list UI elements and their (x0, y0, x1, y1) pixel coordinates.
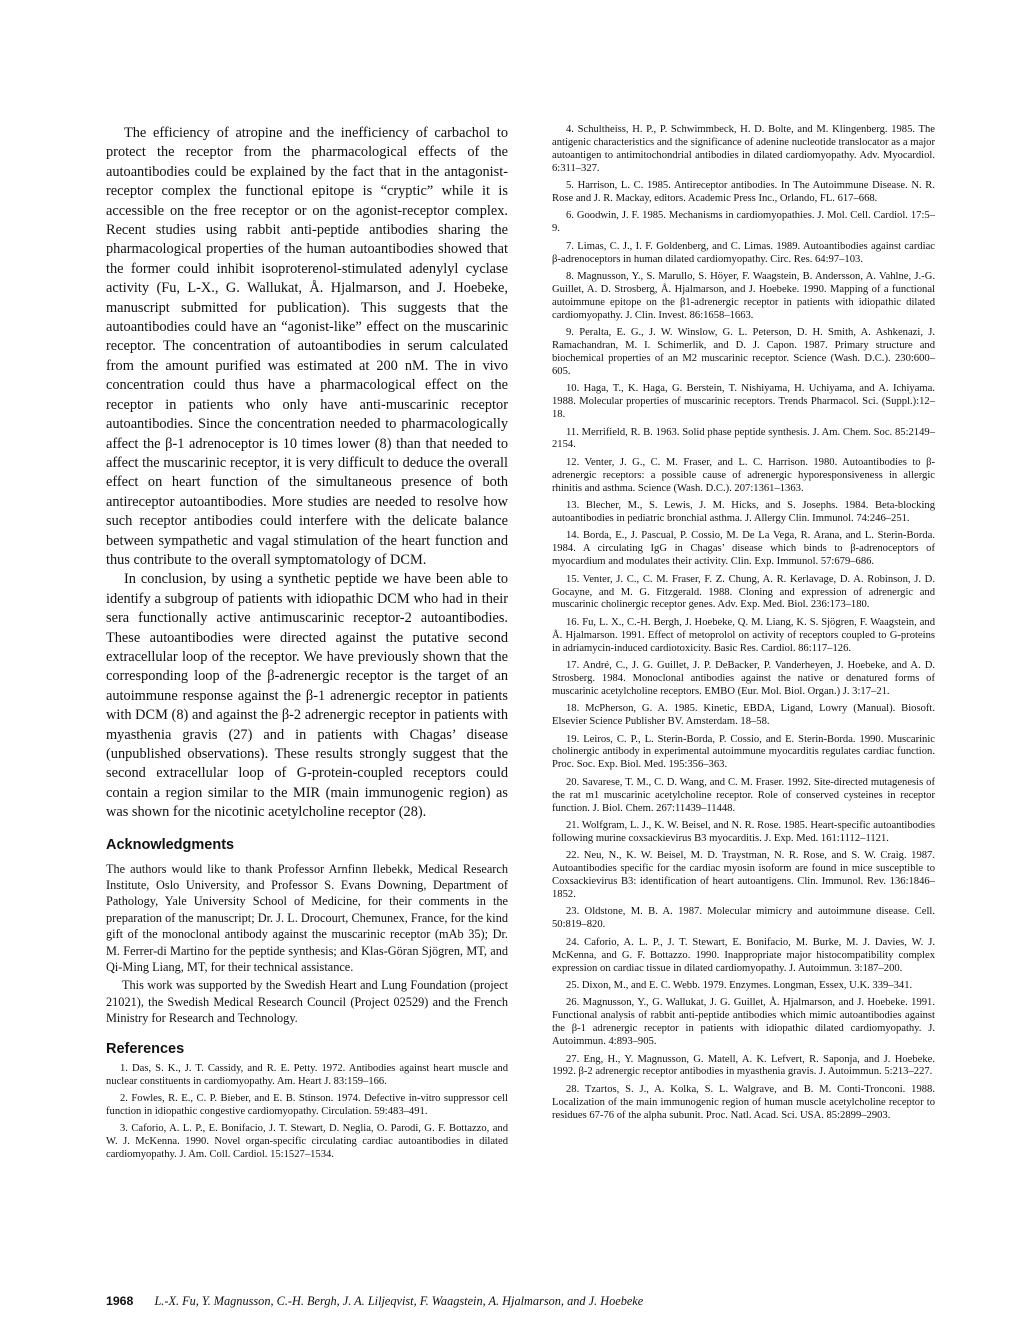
reference-item: 19. Leiros, C. P., L. Sterin-Borda, P. Cossio, and E. Sterin-Borda. 1990. Muscarinic cholinergic antibody in experimental autoimmune myocarditis regulates cardiac function. Proc. Soc. Exp. Biol. Med. 195:356–363. (552, 733, 935, 771)
reference-item: 4. Schultheiss, H. P., P. Schwimmbeck, H. D. Bolte, and M. Klingenberg. 1985. The antigenic characteristics and the significance of adenine nucleotide translocator as a major autoantigen to antimitochondrial antibodies in dilated cardiomyopathy. Adv. Myocardiol. 6:311–327. (552, 124, 935, 174)
body-paragraph: In conclusion, by using a synthetic peptide we have been able to identify a subgroup of patients with idiopathic DCM who had in their sera functionally active antimuscarinic receptor-2 autoantibodies. These autoantibodies were directed against the putative second extracellular loop of the receptor. We have previously shown that the corresponding loop of the β-adrenergic receptor is the target of an autoimmune response against the β-1 adrenergic receptor in patients with DCM (8) and against the β-2 adrenergic receptor in patients with myasthenia gravis (27) and in patients with Chagas’ disease (unpublished observations). These results strongly suggest that the second extracellular loop of G-protein-coupled receptors could contain a region similar to the MIR (main immunogenic region) as was shown for the nicotinic acetylcholine receptor (28). (106, 571, 508, 821)
reference-item: 1. Das, S. K., J. T. Cassidy, and R. E. Petty. 1972. Antibodies against heart muscle and nuclear constituents in cardiomyopathy. Am. Heart J. 83:159–166. (106, 1062, 508, 1087)
reference-item: 18. McPherson, G. A. 1985. Kinetic, EBDA, Ligand, Lowry (Manual). Biosoft. Elsevier Science Publisher BV. Amsterdam. 18–58. (552, 703, 935, 728)
reference-item: 14. Borda, E., J. Pascual, P. Cossio, M. De La Vega, R. Arana, and L. Sterin-Borda. 1984. A circulating IgG in Chagas’ disease which binds to β-adrenoceptors of myocardium and modulates their activity. Clin. Exp. Immunol. 57:679–686. (552, 530, 935, 568)
reference-item: 12. Venter, J. G., C. M. Fraser, and L. C. Harrison. 1980. Autoantibodies to β-adrenergic receptors: a possible cause of adrenergic hyporesponsiveness in allergic rhinitis and asthma. Science (Wash. D.C.). 207:1361–1363. (552, 456, 935, 494)
reference-item: 17. André, C., J. G. Guillet, J. P. DeBacker, P. Vanderheyen, J. Hoebeke, and A. D. Strosberg. 1984. Monoclonal antibodies against the native or denatured forms of muscarinic acetylcholine receptors. EMBO (Eur. Mol. Biol. Organ.) J. 3:17–21. (552, 660, 935, 697)
reference-item: 24. Caforio, A. L. P., J. T. Stewart, E. Bonifacio, M. Burke, M. J. Davies, W. J. McKenna, and G. F. Bottazzo. 1990. Inappropriate major histocompatibility complex expression on cardiac tissue in dilated cardiomyopathy. J. Autoimmun. 3:187–200. (552, 936, 935, 974)
running-authors: L.-X. Fu, Y. Magnusson, C.-H. Bergh, J. A. Liljeqvist, F. Waagstein, A. Hjalmarson, and J. Hoebeke (154, 1294, 644, 1308)
reference-item: 15. Venter, J. C., C. M. Fraser, F. Z. Chung, A. R. Kerlavage, D. A. Robinson, J. D. Gocayne, and M. G. Fitzgerald. 1988. Cloning and expression of adrenergic and muscarinic cholinergic receptor genes. Adv. Exp. Med. Biol. 236:173–180. (552, 573, 935, 611)
reference-item: 7. Limas, C. J., I. F. Goldenberg, and C. Limas. 1989. Autoantibodies against cardiac β-adrenoceptors in human dilated cardiomyopathy. Circ. Res. 64:97–103. (552, 240, 935, 265)
acknowledgments-heading: Acknowledgments (106, 836, 235, 853)
reference-item: 11. Merrifield, R. B. 1963. Solid phase peptide synthesis. J. Am. Chem. Soc. 85:2149–2154. (552, 426, 935, 451)
reference-item: 28. Tzartos, S. J., A. Kolka, S. L. Walgrave, and B. M. Conti-Tronconi. 1988. Localization of the main immunogenic region of human muscle acetylcholine receptor to residues 67-76 of the alpha subunit. Proc. Natl. Acad. Sci. USA. 85:2899–2903. (552, 1083, 935, 1121)
references-heading: References (106, 1040, 185, 1057)
body-paragraph: The efficiency of atropine and the inefficiency of carbachol to protect the receptor from the pharmacological effects of the autoantibodies could be explained by the fact that in the antagonist-receptor complex the functional epitope is “cryptic” while it is accessible on the free receptor or on the agonist-receptor complex. Recent studies using rabbit anti-peptide antibodies sharing the pharmacological properties of the human autoantibodies showed that the former could inhibit isoproterenol-stimulated adenylyl cyclase activity (Fu, L-X., G. Wallukat, Å. Hjalmarson, and J. Hoebeke, manuscript submitted for publication). This suggests that the autoantibodies could have an “agonist-like” effect on the muscarinic receptor. The concentration of autoantibodies in serum calculated from the amount purified was estimated at 200 nM. The in vivo concentration could thus have a pharmacological effect on the receptor in patients who only have anti-muscarinic receptor autoantibodies. Since the concentration needed to pharmacologically affect the β-1 adrenoceptor is 10 times lower (8) than that needed to affect the muscarinic receptor, it is very difficult to deduce the overall effect on heart function of the simultaneous presence of both antireceptor autoantibodies. More studies are needed to resolve how such receptor antibodies could interfere with the delicate balance between sympathetic and vagal stimulation of the heart function and thus contribute to the overall symptomatology of DCM. (106, 125, 508, 568)
reference-item: 9. Peralta, E. G., J. W. Winslow, G. L. Peterson, D. H. Smith, A. Ashkenazi, J. Ramachandran, M. I. Schimerlik, and D. J. Capon. 1987. Primary structure and biochemical properties of an M2 muscarinic receptor. Science (Wash. D.C.). 230:600–605. (552, 327, 935, 377)
left-column (106, 124, 508, 1167)
reference-item: 22. Neu, N., K. W. Beisel, M. D. Traystman, N. R. Rose, and S. W. Craig. 1987. Autoantibodies specific for the cardiac myosin isoform are found in mice susceptible to Coxsackievirus B3: identification of heart autoantigens. Clin. Immunol. Rev. 136:1846–1852. (552, 850, 935, 901)
reference-item: 2. Fowles, R. E., C. P. Bieber, and E. B. Stinson. 1974. Defective in-vitro suppressor cell function in idiopathic congestive cardiomyopathy. Circulation. 59:483–491. (106, 1093, 508, 1117)
reference-item: 23. Oldstone, M. B. A. 1987. Molecular mimicry and autoimmune disease. Cell. 50:819–820. (552, 906, 935, 931)
reference-item: 27. Eng, H., Y. Magnusson, G. Matell, A. K. Lefvert, R. Saponja, and J. Hoebeke. 1992. β-2 adrenergic receptor antibodies in myasthenia gravis. J. Autoimmun. 5:213–227. (552, 1053, 935, 1078)
page-footer (106, 1294, 936, 1309)
page-number: 1968 (106, 1294, 134, 1308)
acknowledgments-paragraph: The authors would like to thank Professor Arnfinn Ilebekk, Medical Research Institute, Oslo University, and Professor S. Evans Downing, Department of Pathology, Yale University School of Medicine, for their comments in the preparation of the manuscript; Dr. J. L. Drocourt, Chemunex, France, for the kind gift of the monoclonal antibody against the muscarinic receptor (mAb 35); Dr. M. Ferrer-di Martino for the peptide synthesis; and Klas-Göran Sjögren, MT, and Qi-Ming Liang, MT, for their technical assistance. (106, 861, 508, 975)
reference-item: 21. Wolfgram, L. J., K. W. Beisel, and N. R. Rose. 1985. Heart-specific autoantibodies following murine coxsackievirus B3 myocarditis. J. Exp. Med. 161:1112–1121. (552, 820, 935, 844)
reference-item: 3. Caforio, A. L. P., E. Bonifacio, J. T. Stewart, D. Neglia, O. Parodi, G. F. Bottazzo, and W. J. McKenna. 1990. Novel organ-specific circulating cardiac autoantibodies in dilated cardiomyopathy. J. Am. Coll. Cardiol. 15:1527–1534. (106, 1123, 508, 1161)
right-column (552, 124, 935, 1127)
reference-item: 26. Magnusson, Y., G. Wallukat, J. G. Guillet, Å. Hjalmarson, and J. Hoebeke. 1991. Functional analysis of rabbit anti-peptide antibodies which mimic autoantibodies against the β-1 adrenergic receptor in patients with idiopathic dilated cardiomyopathy. J. Autoimmun. 4:893–905. (552, 997, 935, 1048)
reference-item: 13. Blecher, M., S. Lewis, J. M. Hicks, and S. Josephs. 1984. Beta-blocking autoantibodies in pediatric bronchial asthma. J. Allergy Clin. Immunol. 74:246–251. (552, 500, 935, 524)
reference-item: 8. Magnusson, Y., S. Marullo, S. Höyer, F. Waagstein, B. Andersson, A. Vahlne, J.-G. Guillet, A. D. Strosberg, Å. Hjalmarson, and J. Hoebeke. 1990. Mapping of a functional autoimmune epitope on the β1-adrenergic receptor in patients with idiopathic dilated cardiomyopathy. J. Clin. Invest. 86:1658–1663. (552, 271, 935, 321)
reference-item: 20. Savarese, T. M., C. D. Wang, and C. M. Fraser. 1992. Site-directed mutagenesis of the rat m1 muscarinic acetylcholine receptor. Role of conserved cysteines in receptor function. J. Biol. Chem. 267:11439–11448. (552, 776, 935, 814)
reference-item: 10. Haga, T., K. Haga, G. Berstein, T. Nishiyama, H. Uchiyama, and A. Ichiyama. 1988. Molecular properties of muscarinic receptors. Trends Pharmacol. Sci. (Suppl.):12–18. (552, 383, 935, 421)
reference-item: 5. Harrison, L. C. 1985. Antireceptor antibodies. In The Autoimmune Disease. N. R. Rose and J. R. Mackay, editors. Academic Press Inc., Orlando, FL. 617–668. (552, 180, 935, 205)
reference-item: 16. Fu, L. X., C.-H. Bergh, J. Hoebeke, Q. M. Liang, K. S. Sjögren, F. Waagstein, and Å. Hjalmarson. 1991. Effect of metoprolol on activity of receptors coupled to G-proteins in adriamycin-induced cardiotoxicity. Basic Res. Cardiol. 86:117–126. (552, 616, 935, 654)
reference-item: 25. Dixon, M., and E. C. Webb. 1979. Enzymes. Longman, Essex, U.K. 339–341. (566, 979, 913, 991)
reference-item: 6. Goodwin, J. F. 1985. Mechanisms in cardiomyopathies. J. Mol. Cell. Cardiol. 17:5–9. (552, 210, 935, 235)
acknowledgments-paragraph: This work was supported by the Swedish Heart and Lung Foundation (project 21021), the Swedish Medical Research Council (Project 02529) and the French Ministry for Research and Technology. (106, 978, 508, 1026)
